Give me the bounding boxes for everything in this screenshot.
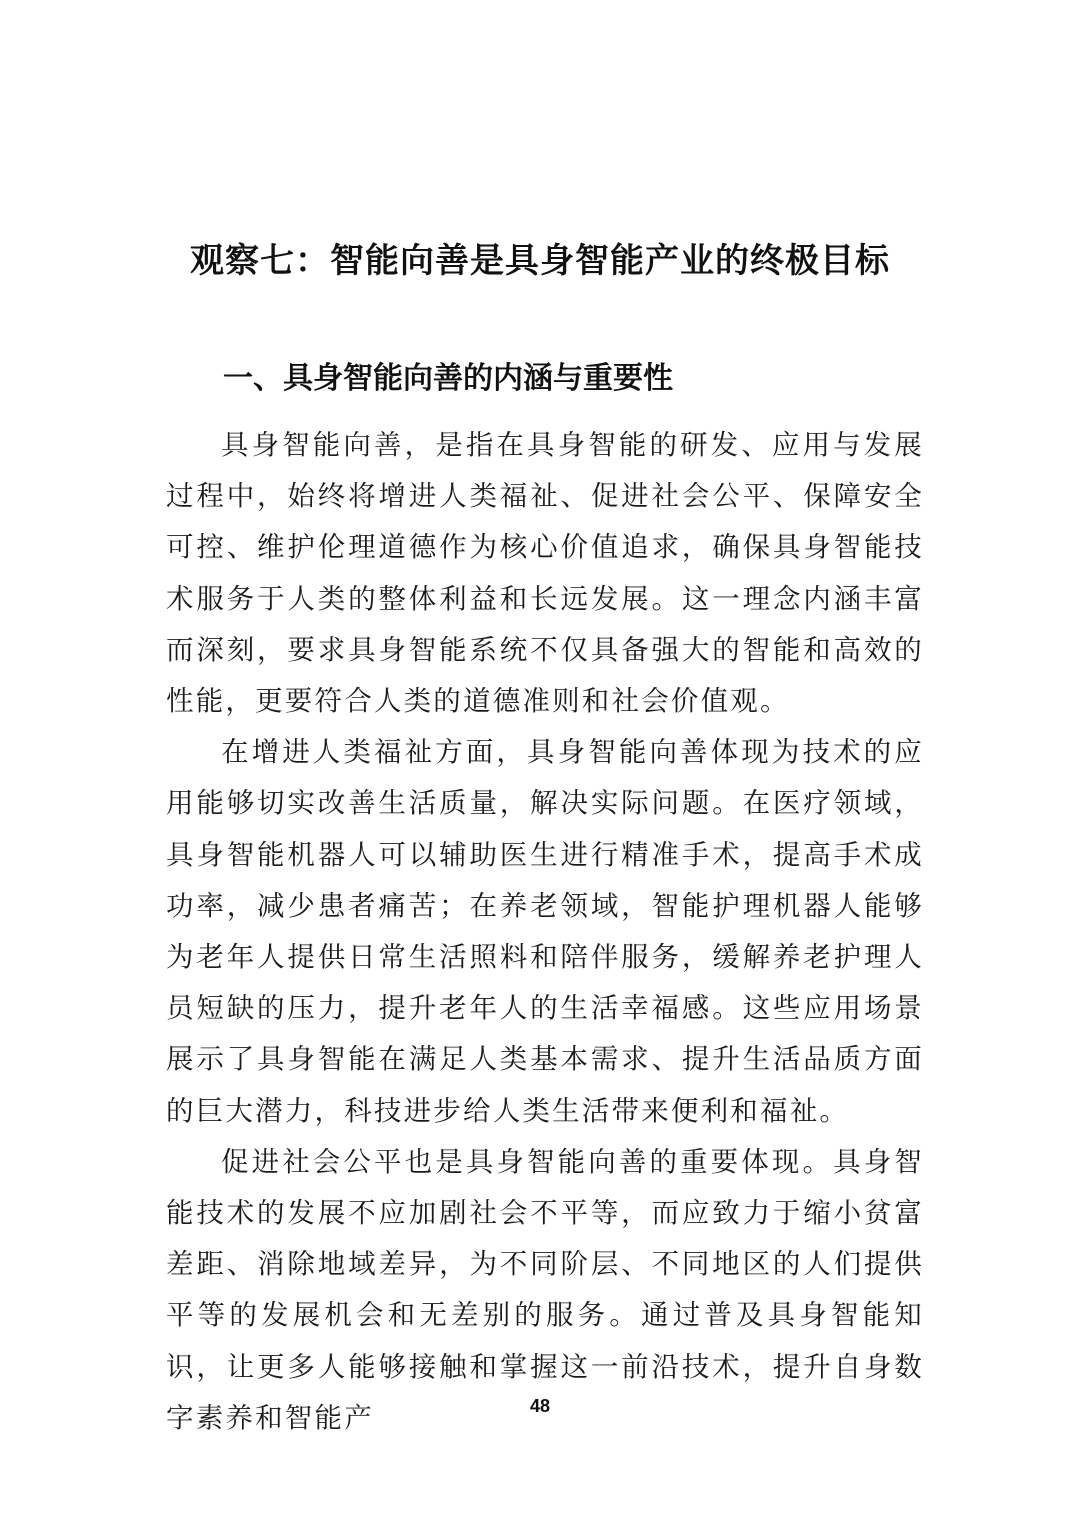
paragraph-2: 在增进人类福祉方面，具身智能向善体现为技术的应用能够切实改善生活质量，解决实际问题。在医疗领域，具身智能机器人可以辅助医生进行精准手术，提高手术成功率，减少患者痛苦；在养老领域，智能护理机器人能够为老年人提供日常生活照料和陪伴服务，缓解养老护理人员短缺的压力，提升老年人的生活幸福感。这些应用场景展示了具身智能在满足人类基本需求、提升生活品质方面的巨大潜力，科技进步给人类生活带来便利和福祉。 (166, 736, 924, 1127)
paragraph-1: 具身智能向善，是指在具身智能的研发、应用与发展过程中，始终将增进人类福祉、促进社会公平、保障安全可控、维护伦理道德作为核心价值追求，确保具身智能技术服务于人类的整体利益和长远发展。这一理念内涵丰富而深刻，要求具身智能系统不仅具备强大的智能和高效的性能，更要符合人类的道德准则和社会价值观。 (166, 429, 924, 718)
section-heading: 一、具身智能向善的内涵与重要性 (223, 361, 673, 396)
page-number: 48 (529, 1396, 551, 1416)
chapter-title: 观察七：智能向善是具身智能产业的终极目标 (190, 241, 890, 281)
body-text (166, 420, 924, 1444)
paragraph-3: 促进社会公平也是具身智能向善的重要体现。具身智能技术的发展不应加剧社会不平等，而应致力于缩小贫富差距、消除地域差异，为不同阶层、不同地区的人们提供平等的发展机会和无差别的服务。通过普及具身智能知识，让更多人能够接触和掌握这一前沿技术，提升自身数字素养和智能产 (166, 1145, 924, 1434)
